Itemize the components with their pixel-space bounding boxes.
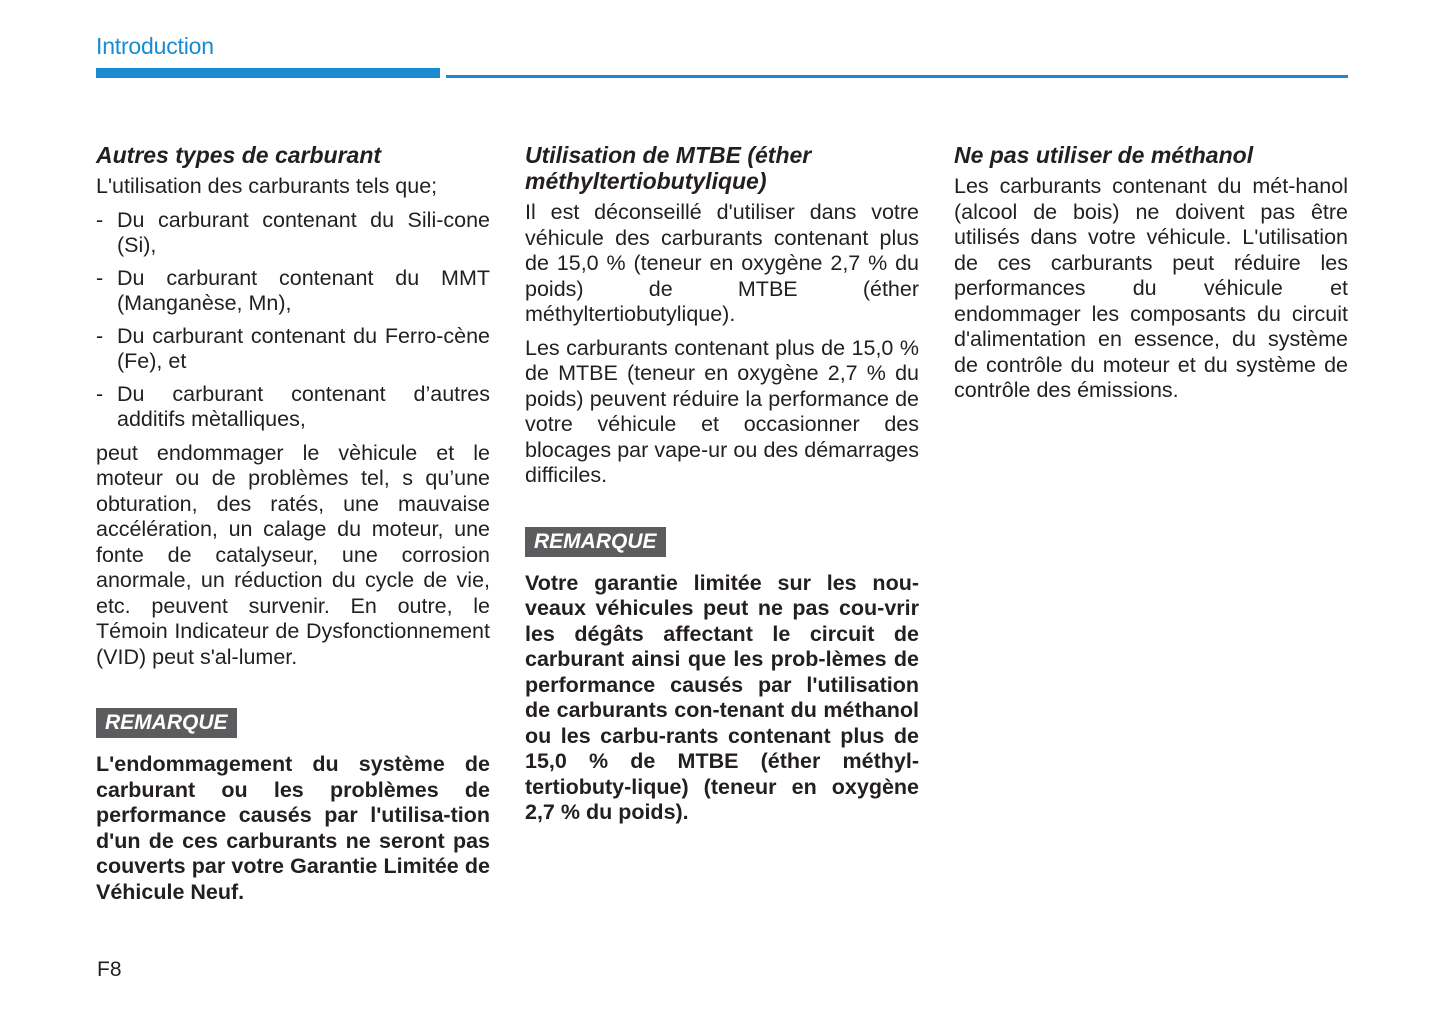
mtbe-paragraph-2: Les carburants contenant plus de 15,0 % de MTBE (teneur en oxygène 2,7 % du poids) peuvent réduire la performance de votre véhicule et occasionner des blocages par vape-ur ou des démarrages difficiles. bbox=[525, 335, 919, 487]
list-item: - Du carburant contenant d’autres additifs mètalliques, bbox=[96, 381, 490, 431]
mtbe-paragraph-1: Il est déconseillé d'utiliser dans votre véhicule des carburants contenant plus de 15,0 % (teneur en oxygène 2,7 % du poids) de MTBE (éther méthyltertiobutylique). bbox=[525, 200, 919, 326]
column-mtbe bbox=[525, 140, 919, 826]
section-title: Introduction bbox=[96, 33, 214, 59]
note-text: Votre garantie limitée sur les nou-veaux véhicules peut ne pas cou-vrir les dégâts affectant le circuit de carburant ainsi que les prob-lèmes de performance causés par l'utilisation de carburants con-tenant du méthanol ou les carbu-rants contenant plus de 15,0 % de MTBE (éther méthyl- tertiobuty-lique) (teneur en oxygène 2,7 % du poids). bbox=[525, 570, 919, 824]
heading-methanol: Ne pas utiliser de méthanol bbox=[954, 142, 1254, 168]
header-rule-thick bbox=[96, 68, 440, 78]
body-paragraph: peut endommager le vèhicule et le moteur ou de problèmes tel, s qu’une obturation, des ratés, une mauvaise accélération, un calage du moteur, une fonte de catalyseur, une corrosion anormale, un réduction du cycle de vie, etc. peuvent survenir. En outre, le Témoin Indicateur de Dysfonctionnement (VID) peut s'al-lumer. bbox=[96, 440, 490, 669]
note-text: L'endommagement du système de carburant ou les problèmes de performance causés par l'utilisa-tion d'un de ces carburants ne seront pas couverts par votre Garantie Limitée de Véhicule Neuf. bbox=[96, 752, 490, 904]
column-other-fuels bbox=[96, 140, 490, 905]
list-item: - Du carburant contenant du MMT (Manganèse, Mn), bbox=[96, 265, 490, 315]
heading-mtbe: Utilisation de MTBE (éther méthyltertiobutylique) bbox=[525, 142, 812, 194]
page-number: F8 bbox=[97, 958, 122, 981]
note-badge: REMARQUE bbox=[96, 708, 237, 738]
column-methanol bbox=[954, 140, 1348, 412]
fuel-list bbox=[96, 208, 490, 433]
methanol-paragraph: Les carburants contenant du mét-hanol (alcool de bois) ne doivent pas être utilisés dans votre véhicule. L'utilisation de ces carburants peut réduire les performances du véhicule et endommager les composants du circuit d'alimentation en essence, du système de contrôle du moteur et du système de contrôle des émissions. bbox=[954, 174, 1348, 402]
list-item: - Du carburant contenant du Sili-cone (Si), bbox=[96, 207, 490, 257]
header-rule-thin bbox=[446, 75, 1348, 78]
note-badge: REMARQUE bbox=[525, 527, 666, 557]
intro-paragraph: L'utilisation des carburants tels que; bbox=[96, 174, 438, 198]
list-item: - Du carburant contenant du Ferro-cène (Fe), et bbox=[96, 323, 490, 373]
heading-other-fuels: Autres types de carburant bbox=[96, 142, 382, 168]
